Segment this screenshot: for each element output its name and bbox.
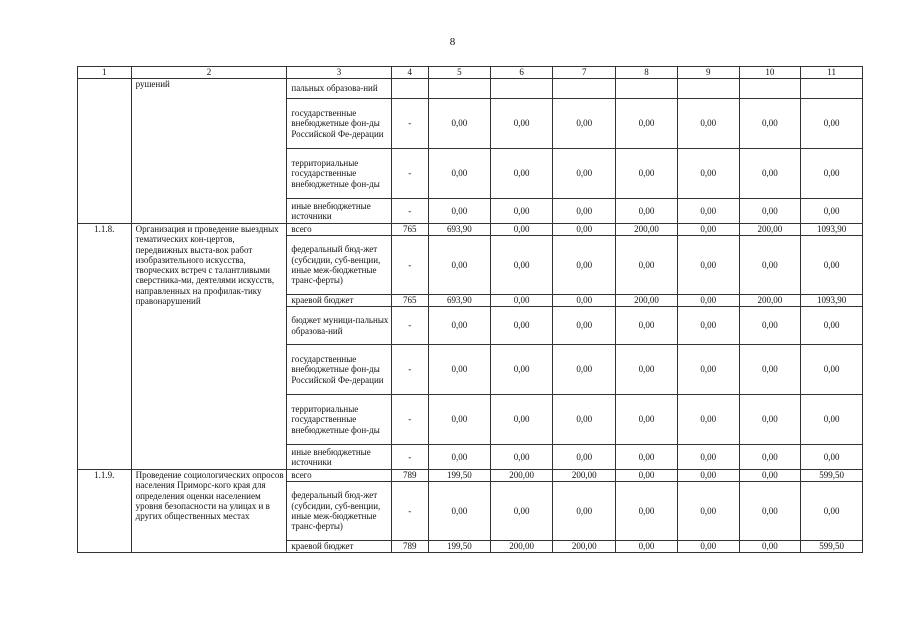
budget-code-cell: -: [391, 445, 428, 470]
header-cell: 9: [677, 67, 739, 79]
amount-cell: 0,00: [490, 395, 553, 445]
amount-cell: 0,00: [553, 199, 616, 224]
budget-code-cell: -: [391, 345, 428, 395]
amount-cell: 0,00: [490, 445, 553, 470]
amount-cell: 0,00: [677, 99, 739, 149]
funding-source-cell: территориальные государственные внебюджетные фон-ды: [287, 395, 391, 445]
amount-cell: 0,00: [616, 99, 678, 149]
amount-cell: 0,00: [490, 99, 553, 149]
amount-cell: 0,00: [490, 295, 553, 307]
amount-cell: 0,00: [739, 149, 801, 199]
amount-cell: 0,00: [801, 99, 863, 149]
amount-cell: 0,00: [801, 307, 863, 345]
amount-cell: 0,00: [801, 345, 863, 395]
budget-code-cell: 789: [391, 541, 428, 553]
funding-source-cell: всего: [287, 470, 391, 482]
header-cell: 7: [553, 67, 616, 79]
amount-cell: 0,00: [429, 236, 491, 295]
amount-cell: 0,00: [429, 307, 491, 345]
amount-cell: 0,00: [490, 482, 553, 541]
header-cell: 1: [78, 67, 132, 79]
budget-code-cell: -: [391, 307, 428, 345]
amount-cell: 0,00: [739, 236, 801, 295]
empty-cell: [616, 79, 678, 99]
header-cell: 8: [616, 67, 678, 79]
amount-cell: 0,00: [739, 395, 801, 445]
funding-source-cell: территориальные государственные внебюджетные фон-ды: [287, 149, 391, 199]
amount-cell: 0,00: [553, 236, 616, 295]
amount-cell: 0,00: [677, 345, 739, 395]
amount-cell: 0,00: [801, 149, 863, 199]
program-number-cell: 1.1.9.: [78, 470, 132, 553]
amount-cell: 0,00: [677, 395, 739, 445]
budget-code-cell: -: [391, 199, 428, 224]
empty-cell: [391, 79, 428, 99]
amount-cell: 0,00: [616, 149, 678, 199]
amount-cell: 0,00: [739, 541, 801, 553]
amount-cell: 599,50: [801, 541, 863, 553]
amount-cell: 200,00: [616, 224, 678, 236]
amount-cell: 0,00: [616, 541, 678, 553]
amount-cell: 0,00: [616, 199, 678, 224]
header-cell: 2: [131, 67, 287, 79]
amount-cell: 0,00: [739, 445, 801, 470]
table-body: [78, 67, 863, 553]
amount-cell: 0,00: [490, 199, 553, 224]
activity-name-cell: Проведение социологических опросов населения Приморс-кого края для определения оценки населением уровня безопасности на улицах и в других общественных местах: [131, 470, 287, 553]
table-row: [78, 470, 863, 482]
amount-cell: 1093,90: [801, 295, 863, 307]
amount-cell: 0,00: [677, 236, 739, 295]
amount-cell: 0,00: [616, 445, 678, 470]
amount-cell: 0,00: [553, 149, 616, 199]
amount-cell: 0,00: [739, 199, 801, 224]
amount-cell: 0,00: [429, 395, 491, 445]
header-cell: 4: [391, 67, 428, 79]
amount-cell: 0,00: [677, 295, 739, 307]
amount-cell: 0,00: [429, 345, 491, 395]
amount-cell: 0,00: [677, 307, 739, 345]
amount-cell: 0,00: [739, 99, 801, 149]
header-cell: 5: [429, 67, 491, 79]
amount-cell: 0,00: [616, 236, 678, 295]
amount-cell: 0,00: [553, 482, 616, 541]
amount-cell: 0,00: [677, 541, 739, 553]
amount-cell: 0,00: [616, 470, 678, 482]
amount-cell: 0,00: [490, 307, 553, 345]
budget-code-cell: 789: [391, 470, 428, 482]
amount-cell: 0,00: [677, 149, 739, 199]
funding-source-cell: иные внебюджетные источники: [287, 445, 391, 470]
amount-cell: 0,00: [739, 307, 801, 345]
empty-cell: [553, 79, 616, 99]
amount-cell: 0,00: [553, 295, 616, 307]
table-row: [78, 79, 863, 99]
amount-cell: 693,90: [429, 295, 491, 307]
amount-cell: 0,00: [429, 99, 491, 149]
amount-cell: 0,00: [490, 224, 553, 236]
amount-cell: 200,00: [616, 295, 678, 307]
header-cell: 6: [490, 67, 553, 79]
program-number-cell: [78, 79, 132, 224]
amount-cell: 0,00: [677, 445, 739, 470]
header-cell: 11: [801, 67, 863, 79]
amount-cell: 1093,90: [801, 224, 863, 236]
table-row: [78, 224, 863, 236]
header-cell: 3: [287, 67, 391, 79]
amount-cell: 0,00: [801, 199, 863, 224]
empty-cell: [677, 79, 739, 99]
amount-cell: 599,50: [801, 470, 863, 482]
amount-cell: 0,00: [490, 236, 553, 295]
header-row: [78, 67, 863, 79]
amount-cell: 0,00: [801, 236, 863, 295]
budget-code-cell: -: [391, 236, 428, 295]
amount-cell: 0,00: [677, 482, 739, 541]
amount-cell: 200,00: [553, 541, 616, 553]
amount-cell: 0,00: [616, 395, 678, 445]
amount-cell: 0,00: [553, 445, 616, 470]
funding-source-cell: краевой бюджет: [287, 295, 391, 307]
empty-cell: [801, 79, 863, 99]
funding-source-cell: государственные внебюджетные фон-ды Российской Фе-дерации: [287, 99, 391, 149]
empty-cell: [739, 79, 801, 99]
amount-cell: 199,50: [429, 541, 491, 553]
budget-code-cell: -: [391, 482, 428, 541]
amount-cell: 0,00: [616, 345, 678, 395]
amount-cell: 0,00: [553, 345, 616, 395]
amount-cell: 0,00: [490, 345, 553, 395]
amount-cell: 693,90: [429, 224, 491, 236]
budget-code-cell: 765: [391, 295, 428, 307]
amount-cell: 0,00: [429, 482, 491, 541]
page-number: 8: [449, 36, 456, 48]
funding-source-cell: иные внебюджетные источники: [287, 199, 391, 224]
amount-cell: 0,00: [739, 345, 801, 395]
empty-cell: [429, 79, 491, 99]
budget-code-cell: -: [391, 395, 428, 445]
amount-cell: 199,50: [429, 470, 491, 482]
amount-cell: 200,00: [739, 295, 801, 307]
amount-cell: 0,00: [429, 445, 491, 470]
amount-cell: 0,00: [677, 470, 739, 482]
amount-cell: 200,00: [490, 470, 553, 482]
amount-cell: 0,00: [553, 307, 616, 345]
funding-source-cell: пальных образова-ний: [287, 79, 391, 99]
amount-cell: 0,00: [739, 482, 801, 541]
amount-cell: 0,00: [616, 307, 678, 345]
activity-name-cell: рушений: [131, 79, 287, 224]
budget-code-cell: -: [391, 149, 428, 199]
budget-code-cell: 765: [391, 224, 428, 236]
amount-cell: 0,00: [553, 99, 616, 149]
funding-source-cell: краевой бюджет: [287, 541, 391, 553]
amount-cell: 0,00: [801, 482, 863, 541]
amount-cell: 0,00: [677, 224, 739, 236]
activity-name-cell: Организация и проведение выездных тематических кон-цертов, передвижных выста-вок работ изобразительного искусства, творческих встреч с талантливыми сверстника-ми, деятелями искусств, направленных на профилак-тику правонарушений: [131, 224, 287, 470]
program-number-cell: 1.1.8.: [78, 224, 132, 470]
amount-cell: 200,00: [553, 470, 616, 482]
funding-source-cell: федеральный бюд-жет (субсидии, суб-венции, иные меж-бюджетные транс-ферты): [287, 482, 391, 541]
amount-cell: 0,00: [801, 395, 863, 445]
budget-code-cell: -: [391, 99, 428, 149]
amount-cell: 200,00: [490, 541, 553, 553]
funding-source-cell: бюджет муници-пальных образова-ний: [287, 307, 391, 345]
funding-source-cell: всего: [287, 224, 391, 236]
amount-cell: 200,00: [739, 224, 801, 236]
empty-cell: [490, 79, 553, 99]
amount-cell: 0,00: [677, 199, 739, 224]
funding-source-cell: федеральный бюд-жет (субсидии, суб-венции, иные меж-бюджетные транс-ферты): [287, 236, 391, 295]
amount-cell: 0,00: [553, 224, 616, 236]
amount-cell: 0,00: [801, 445, 863, 470]
amount-cell: 0,00: [739, 470, 801, 482]
amount-cell: 0,00: [429, 199, 491, 224]
amount-cell: 0,00: [429, 149, 491, 199]
header-cell: 10: [739, 67, 801, 79]
amount-cell: 0,00: [616, 482, 678, 541]
amount-cell: 0,00: [490, 149, 553, 199]
amount-cell: 0,00: [553, 395, 616, 445]
budget-table: [77, 66, 863, 553]
funding-source-cell: государственные внебюджетные фон-ды Российской Фе-дерации: [287, 345, 391, 395]
